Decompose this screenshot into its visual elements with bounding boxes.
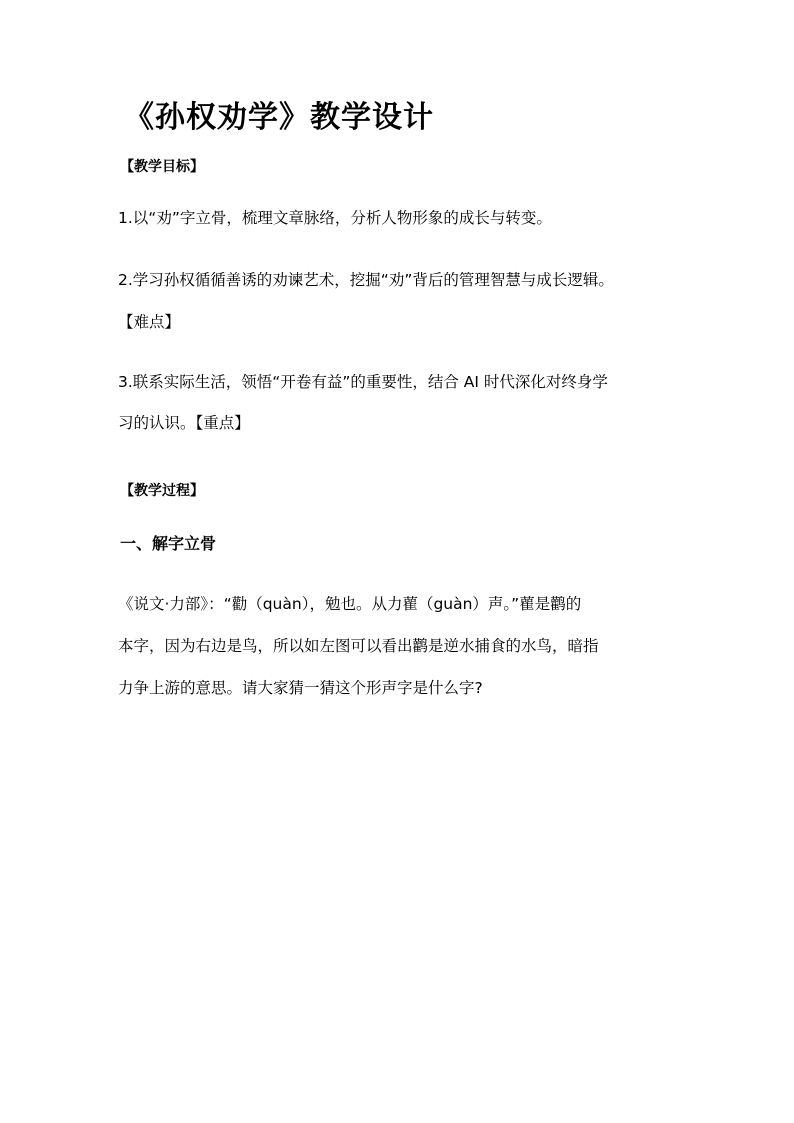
objective-item-1: 1.以“劝”字立骨，梳理文章脉络，分析人物形象的成长与转变。 bbox=[118, 209, 552, 227]
section-1-line-1: 《说文·力部》：“勸（quàn），勉也。从力雚（guàn）声。”雚是鹳的 bbox=[118, 595, 582, 613]
section-1-line-2: 本字，因为右边是鸟，所以如左图可以看出鹳是逆水捕食的水鸟，暗指 bbox=[118, 637, 599, 655]
section-1-line-3: 力争上游的意思。请大家猜一猜这个形声字是什么字? bbox=[118, 679, 483, 697]
document-title: 《孙权劝学》教学设计 bbox=[124, 100, 434, 135]
objective-item-2-difficulty-tag: 【难点】 bbox=[118, 313, 181, 331]
objective-item-3-line-2: 习的认识。【重点】 bbox=[118, 414, 250, 432]
process-label: 【教学过程】 bbox=[120, 483, 204, 499]
objective-item-2-line-1: 2.学习孙权循循善诱的劝谏艺术，挖掘“劝”背后的管理智慧与成长逻辑。 bbox=[118, 271, 614, 289]
objective-item-3-line-1: 3.联系实际生活，领悟“开卷有益”的重要性，结合 AI 时代深化对终身学 bbox=[118, 373, 608, 391]
objectives-label: 【教学目标】 bbox=[120, 159, 204, 175]
section-1-heading: 一、解字立骨 bbox=[120, 534, 217, 553]
